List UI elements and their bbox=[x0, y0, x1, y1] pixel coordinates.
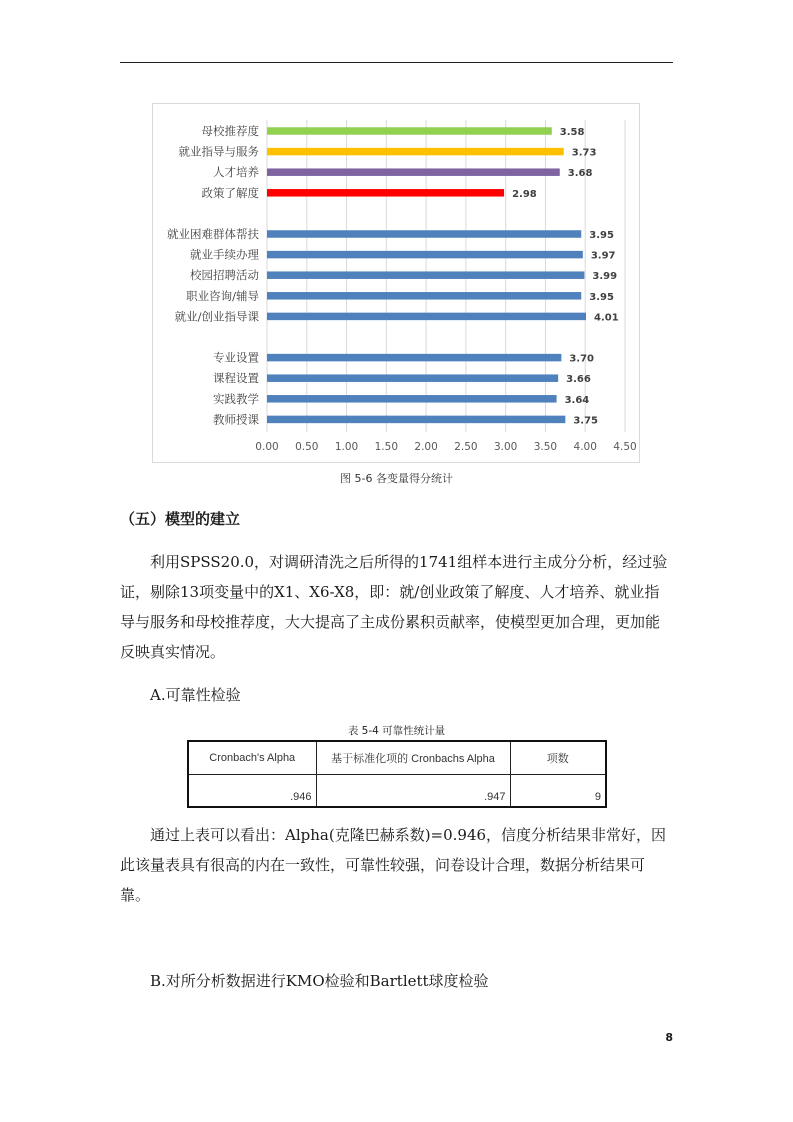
data-label: 3.73 bbox=[571, 147, 597, 159]
x-tick-label: 3.00 bbox=[493, 441, 518, 453]
bar bbox=[267, 168, 560, 176]
bar bbox=[267, 189, 504, 197]
table-row bbox=[188, 774, 606, 807]
x-tick-label: 3.50 bbox=[533, 441, 558, 453]
x-tick-label: 2.00 bbox=[414, 441, 438, 453]
data-label: 3.95 bbox=[589, 291, 614, 303]
data-label: 3.75 bbox=[573, 415, 599, 427]
reliability-table bbox=[187, 740, 607, 808]
category-label: 职业咨询/辅导 bbox=[186, 288, 259, 303]
data-label: 2.98 bbox=[512, 188, 537, 200]
cell-standardized-alpha: .947 bbox=[316, 774, 510, 807]
category-label: 就业指导与服务 bbox=[178, 144, 259, 159]
subheading-reliability: A.可靠性检验 bbox=[150, 686, 241, 704]
bar bbox=[267, 148, 564, 156]
category-label: 课程设置 bbox=[213, 371, 259, 386]
category-label: 政策了解度 bbox=[201, 185, 259, 200]
data-label: 3.66 bbox=[566, 374, 591, 386]
subheading-kmo: B.对所分析数据进行KMO检验和Bartlett球度检验 bbox=[150, 972, 489, 990]
table-header-row bbox=[188, 741, 606, 774]
cell-item-count: 9 bbox=[510, 774, 606, 807]
data-label: 4.01 bbox=[594, 312, 619, 324]
section-title: （五）模型的建立 bbox=[120, 510, 241, 528]
data-label: 3.58 bbox=[559, 127, 585, 138]
x-tick-label: 2.50 bbox=[454, 441, 478, 453]
category-label: 就业/创业指导课 bbox=[174, 309, 259, 324]
category-label: 校园招聘活动 bbox=[190, 268, 259, 283]
bar bbox=[267, 374, 558, 382]
bar bbox=[267, 127, 552, 135]
page-number: 8 bbox=[665, 1031, 673, 1044]
category-label: 就业困难群体帮扶 bbox=[167, 227, 259, 241]
header-cronbach-alpha: Cronbach's Alpha bbox=[188, 741, 316, 774]
cell-cronbach-alpha: .946 bbox=[188, 774, 316, 807]
category-label: 人才培养 bbox=[213, 165, 259, 180]
paragraph-pca: 利用SPSS20.0，对调研清洗之后所得的1741组样本进行主成分分析，经过验证，剔除13项变量中的X1、X6-X8，即：就/创业政策了解度、人才培养、就业指导与服务和母校推荐度，大大提高了主成份累积贡献率，使模型更加合理，更加能反映真实情况。 bbox=[120, 553, 668, 661]
data-label: 3.95 bbox=[589, 230, 614, 241]
bar bbox=[267, 251, 583, 259]
figure-caption: 图 5-6 各变量得分统计 bbox=[340, 472, 453, 485]
category-label: 教师授课 bbox=[213, 412, 259, 427]
data-label: 3.64 bbox=[564, 394, 590, 406]
table-caption: 表 5-4 可靠性统计量 bbox=[347, 725, 446, 737]
header-item-count: 项数 bbox=[510, 741, 606, 774]
data-label: 3.70 bbox=[569, 353, 595, 365]
x-tick-label: 0.00 bbox=[255, 441, 279, 453]
bar bbox=[267, 395, 557, 403]
bar bbox=[267, 416, 565, 424]
data-label: 3.99 bbox=[592, 271, 618, 283]
paragraph-reliability-result: 通过上表可以看出：Alpha(克隆巴赫系数)=0.946，信度分析结果非常好，因此该量表具有很高的内在一致性，可靠性较强，问卷设计合理，数据分析结果可靠。 bbox=[120, 826, 667, 904]
header-rule bbox=[120, 62, 673, 63]
bar bbox=[267, 313, 586, 321]
data-label: 3.68 bbox=[567, 168, 593, 180]
category-label: 就业手续办理 bbox=[190, 247, 259, 262]
bar-chart bbox=[152, 103, 640, 463]
bar bbox=[267, 230, 581, 238]
category-label: 母校推荐度 bbox=[201, 124, 259, 138]
category-label: 专业设置 bbox=[213, 350, 259, 365]
x-tick-label: 4.50 bbox=[613, 441, 637, 453]
x-tick-label: 4.00 bbox=[573, 441, 597, 453]
x-tick-label: 1.50 bbox=[374, 441, 399, 453]
bar bbox=[267, 354, 561, 362]
x-tick-label: 0.50 bbox=[295, 441, 319, 453]
chart-svg bbox=[153, 104, 641, 464]
category-label: 实践教学 bbox=[213, 391, 259, 406]
data-label: 3.97 bbox=[590, 250, 616, 262]
bar bbox=[267, 292, 581, 300]
header-standardized-alpha: 基于标准化项的 Cronbachs Alpha bbox=[316, 741, 510, 774]
bar bbox=[267, 271, 584, 279]
x-tick-label: 1.00 bbox=[334, 441, 359, 453]
